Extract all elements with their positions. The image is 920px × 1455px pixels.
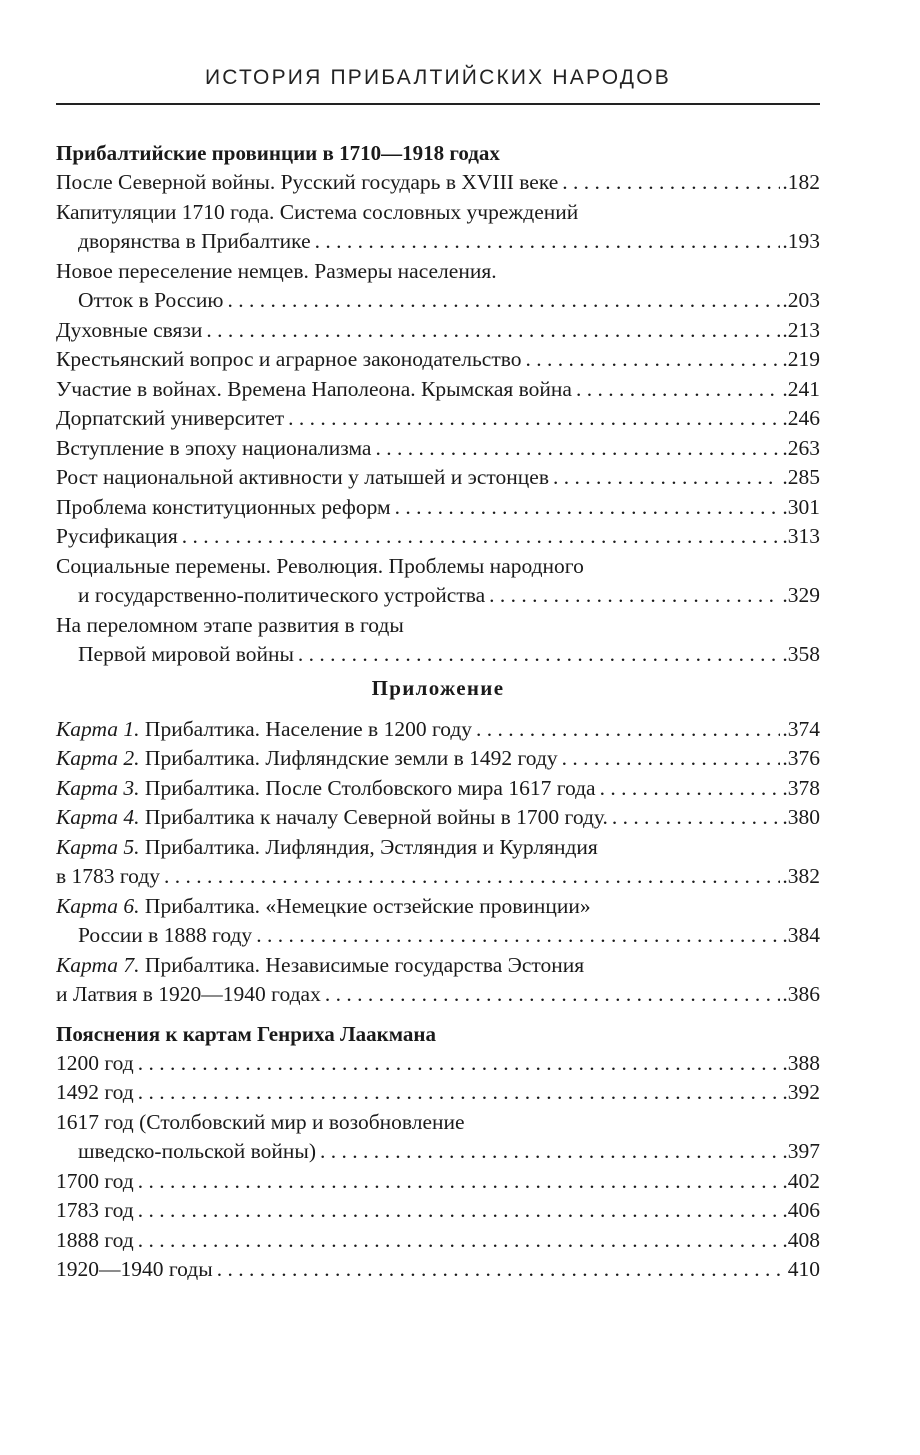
- dot-leader: [138, 1049, 781, 1079]
- page-number: .203: [782, 288, 820, 312]
- dot-leader: [315, 227, 781, 257]
- toc-entry-title-part: Прибалтика. Население в 1200 году: [144, 716, 473, 741]
- dot-leader: [562, 744, 781, 774]
- toc-entry-leader-line: [56, 434, 820, 464]
- toc-entry-leader-line: [56, 803, 820, 833]
- toc-entry-title-part: России в 1888 году: [78, 923, 253, 947]
- page-number: .263: [782, 435, 820, 460]
- toc-entry-title-part: Отток в Россию: [78, 288, 224, 312]
- section-heading-appendix: Приложение: [371, 675, 505, 700]
- page-number: .219: [782, 347, 820, 371]
- toc-entry: [56, 715, 820, 745]
- section-appendix-list: [56, 715, 820, 1010]
- toc-entry: [56, 1196, 820, 1226]
- toc-content: [56, 138, 820, 1285]
- page-number: .378: [782, 775, 820, 800]
- toc-entry: [56, 404, 820, 434]
- toc-entry-leader-line: [56, 715, 820, 745]
- toc-entry-title-first-line: [56, 833, 820, 863]
- section-heading-provinces: Прибалтийские провинции в 1710—1918 годах: [56, 141, 500, 165]
- toc-entry-title-part: Дорпатский университет: [56, 406, 285, 430]
- toc-entry: [56, 522, 820, 552]
- toc-entry: [56, 951, 820, 1010]
- toc-entry-leader-line: [56, 345, 820, 375]
- toc-entry: [56, 375, 820, 405]
- page-number: .246: [782, 406, 820, 430]
- toc-entry-title-part: Духовные связи: [56, 317, 203, 342]
- toc-entry: [56, 611, 820, 670]
- toc-entry: [56, 463, 820, 493]
- toc-entry-leader-line: [56, 375, 820, 405]
- toc-entry-title: [56, 316, 202, 346]
- toc-entry-title-first-line: [56, 198, 820, 228]
- toc-entry-title-part: в 1783 году: [56, 864, 161, 888]
- toc-entry-title-part: Прибалтика. Независимые государства Эстония: [144, 952, 585, 977]
- map-label: Карта 1.: [56, 716, 140, 741]
- page-number: .358: [782, 642, 820, 666]
- toc-entry-title-part: Проблема конституционных реформ: [56, 494, 391, 519]
- toc-entry-leader-line: [56, 316, 820, 346]
- toc-entry-title: [56, 1255, 213, 1285]
- map-label: Карта 7.: [56, 952, 140, 977]
- page-number: .408: [782, 1227, 820, 1252]
- toc-entry-title-part: 1700 год: [56, 1168, 134, 1193]
- toc-entry: [56, 1049, 820, 1079]
- page-number: .301: [782, 494, 820, 519]
- toc-entry-title: [56, 286, 224, 316]
- toc-entry-leader-line: [56, 493, 820, 523]
- page-number: 410: [787, 1257, 820, 1281]
- toc-entry: [56, 1255, 820, 1285]
- toc-entry-leader-line: [56, 463, 820, 493]
- dot-leader: [256, 921, 780, 951]
- page-number: .329: [782, 583, 820, 607]
- page-number: .313: [782, 524, 820, 548]
- toc-entry: [56, 833, 820, 892]
- map-label: Карта 6.: [56, 893, 140, 918]
- toc-entry-title-part: Первой мировой войны: [78, 642, 294, 666]
- toc-entry-leader-line: [56, 522, 820, 552]
- toc-entry-title: [56, 921, 252, 951]
- toc-entry-leader-line: [56, 1137, 820, 1167]
- toc-entry-title-part: Прибалтика. Лифляндские земли в 1492 году: [144, 746, 558, 770]
- toc-entry-title-part: 1888 год: [56, 1227, 134, 1252]
- toc-entry-leader-line: [56, 744, 820, 774]
- dot-leader: [182, 522, 781, 552]
- toc-entry-leader-line: [56, 921, 820, 951]
- toc-entry-title-first-line: [56, 257, 820, 287]
- toc-entry-title-part: Прибалтика к началу Северной войны в 1700 году.: [144, 805, 608, 829]
- section-provinces-list: [56, 168, 820, 670]
- dot-leader: [525, 345, 780, 375]
- page-number: .402: [782, 1168, 820, 1193]
- toc-entry-title: [56, 493, 391, 523]
- toc-entry-leader-line: [56, 404, 820, 434]
- toc-entry-title: [56, 715, 472, 745]
- toc-entry-title-first-line: [56, 892, 820, 922]
- page-number: .376: [782, 746, 820, 770]
- page-number: .182: [782, 170, 820, 194]
- head-rule: [56, 103, 820, 105]
- toc-entry-title: [56, 1049, 134, 1079]
- toc-entry-title: [56, 1078, 134, 1108]
- toc-entry: [56, 345, 820, 375]
- toc-entry: [56, 1167, 820, 1197]
- page-number: .392: [782, 1080, 820, 1104]
- page-number: .388: [782, 1050, 820, 1075]
- dot-leader: [298, 640, 780, 670]
- toc-entry: [56, 892, 820, 951]
- section-heading-notes: Пояснения к картам Генриха Лаакмана: [56, 1021, 436, 1046]
- toc-entry-leader-line: [56, 1049, 820, 1079]
- running-head: ИСТОРИЯ ПРИБАЛТИЙСКИХ НАРОДОВ: [205, 66, 671, 89]
- toc-entry-title-first-line: [56, 1108, 820, 1138]
- toc-entry-leader-line: [56, 168, 820, 198]
- page-number: .285: [782, 465, 820, 489]
- section-notes-list: [56, 1049, 820, 1285]
- toc-entry-title-part: 1783 год: [56, 1198, 134, 1222]
- toc-entry: [56, 1226, 820, 1256]
- toc-entry-title: [56, 375, 572, 405]
- dot-leader: [138, 1226, 781, 1256]
- page-number: .397: [782, 1139, 820, 1163]
- toc-entry-title-part: Капитуляции 1710 года. Система сословных учреждений: [56, 199, 579, 224]
- dot-leader: [325, 980, 781, 1010]
- toc-entry-title: [56, 1167, 134, 1197]
- toc-entry-title-part: После Северной войны. Русский государь в XVIII веке: [56, 170, 559, 194]
- toc-entry-title-part: 1920—1940 годы: [56, 1257, 213, 1281]
- dot-leader: [164, 862, 780, 892]
- toc-entry-title-part: Крестьянский вопрос и аграрное законодательство: [56, 347, 522, 371]
- toc-entry-title: [56, 744, 558, 774]
- dot-leader: [138, 1167, 781, 1197]
- dot-leader: [138, 1196, 781, 1226]
- toc-entry-title-first-line: [56, 611, 820, 641]
- toc-entry-title: [56, 1226, 134, 1256]
- page-number: .382: [782, 864, 820, 888]
- dot-leader: [562, 168, 780, 198]
- toc-entry-title-part: 1200 год: [56, 1050, 134, 1075]
- toc-entry-leader-line: [56, 862, 820, 892]
- dot-leader: [206, 316, 780, 346]
- page-number: .406: [782, 1198, 820, 1222]
- toc-entry-leader-line: [56, 581, 820, 611]
- toc-entry: [56, 744, 820, 774]
- map-label: Карта 2.: [56, 746, 140, 770]
- toc-entry-title: [56, 774, 596, 804]
- toc-entry-title-part: дворянства в Прибалтике: [78, 229, 311, 253]
- toc-entry-title-first-line: [56, 951, 820, 981]
- toc-entry: [56, 803, 820, 833]
- toc-entry-title: [56, 862, 160, 892]
- toc-entry-title: [56, 980, 321, 1010]
- toc-entry-title-part: и Латвия в 1920—1940 годах: [56, 982, 321, 1006]
- toc-entry: [56, 1108, 820, 1167]
- toc-entry-title-part: Прибалтика. Лифляндия, Эстляндия и Курляндия: [144, 834, 598, 859]
- map-label: Карта 3.: [56, 775, 140, 800]
- page-number: .241: [782, 376, 820, 401]
- dot-leader: [288, 404, 780, 434]
- toc-entry-title: [56, 404, 284, 434]
- page-number: .374: [782, 716, 820, 741]
- toc-entry-leader-line: [56, 1078, 820, 1108]
- dot-leader: [553, 463, 780, 493]
- dot-leader: [476, 715, 780, 745]
- dot-leader: [228, 286, 781, 316]
- toc-entry-title-part: Участие в войнах. Времена Наполеона. Крымская война: [56, 376, 572, 401]
- toc-entry-title-part: Прибалтика. После Столбовского мира 1617 года: [144, 775, 596, 800]
- toc-entry: [56, 552, 820, 611]
- dot-leader: [600, 774, 781, 804]
- toc-entry: [56, 168, 820, 198]
- toc-entry-leader-line: [56, 640, 820, 670]
- toc-entry-title-first-line: [56, 552, 820, 582]
- dot-leader: [612, 803, 781, 833]
- toc-entry: [56, 257, 820, 316]
- page-number: .386: [782, 982, 820, 1006]
- toc-entry-leader-line: [56, 774, 820, 804]
- toc-entry-title: [56, 168, 558, 198]
- toc-entry-title: [56, 640, 294, 670]
- page-number: .384: [782, 923, 820, 947]
- toc-entry-title: [56, 1137, 316, 1167]
- toc-entry-leader-line: [56, 1255, 820, 1285]
- toc-entry-title: [56, 463, 549, 493]
- toc-entry-title: [56, 227, 311, 257]
- dot-leader: [138, 1078, 781, 1108]
- toc-entry-title-part: 1617 год (Столбовский мир и возобновление: [56, 1109, 465, 1134]
- page-number: .380: [782, 805, 820, 829]
- toc-entry-title: [56, 1196, 134, 1226]
- toc-entry: [56, 316, 820, 346]
- toc-entry: [56, 198, 820, 257]
- page-number: .213: [782, 317, 820, 342]
- toc-entry-title: [56, 434, 371, 464]
- dot-leader: [217, 1255, 786, 1285]
- toc-entry-leader-line: [56, 286, 820, 316]
- dot-leader: [395, 493, 781, 523]
- toc-entry-leader-line: [56, 1226, 820, 1256]
- toc-entry-title-part: Прибалтика. «Немецкие остзейские провинции»: [144, 893, 591, 918]
- map-label: Карта 5.: [56, 834, 140, 859]
- toc-entry-title: [56, 522, 178, 552]
- page-number: .193: [782, 229, 820, 253]
- toc-entry-title-part: и государственно-политического устройства: [78, 583, 486, 607]
- toc-entry: [56, 493, 820, 523]
- dot-leader: [375, 434, 780, 464]
- toc-entry-title: [56, 345, 521, 375]
- toc-entry-title-part: шведско-польской войны): [78, 1139, 316, 1163]
- toc-entry-title-part: 1492 год: [56, 1080, 134, 1104]
- toc-entry-title-part: Русификация: [56, 524, 178, 548]
- toc-entry: [56, 1078, 820, 1108]
- toc-entry: [56, 774, 820, 804]
- toc-entry-title-part: Новое переселение немцев. Размеры населения.: [56, 258, 497, 283]
- toc-entry-leader-line: [56, 1196, 820, 1226]
- dot-leader: [320, 1137, 780, 1167]
- toc-entry-title: [56, 803, 608, 833]
- toc-entry-title-part: Социальные перемены. Революция. Проблемы народного: [56, 553, 584, 578]
- dot-leader: [576, 375, 780, 405]
- toc-entry-title-part: Вступление в эпоху национализма: [56, 435, 372, 460]
- toc-entry: [56, 434, 820, 464]
- toc-entry-leader-line: [56, 1167, 820, 1197]
- toc-entry-title-part: Рост национальной активности у латышей и эстонцев: [56, 465, 549, 489]
- dot-leader: [489, 581, 780, 611]
- map-label: Карта 4.: [56, 805, 140, 829]
- toc-entry-title: [56, 581, 485, 611]
- toc-entry-leader-line: [56, 227, 820, 257]
- toc-entry-leader-line: [56, 980, 820, 1010]
- toc-entry-title-part: На переломном этапе развития в годы: [56, 612, 404, 637]
